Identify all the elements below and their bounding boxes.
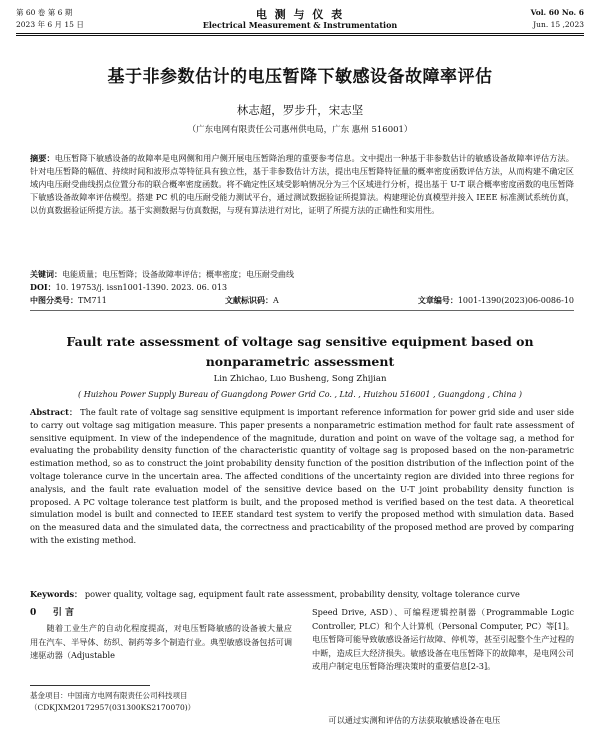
- document-code-value: A: [273, 296, 279, 305]
- header-rule-bottom: [16, 35, 584, 36]
- journal-name-cn: 电 测 与 仪 表: [255, 8, 345, 21]
- volume-issue-en: Vol. 60 No. 6: [530, 8, 584, 17]
- clc-number: [30, 294, 107, 307]
- paper-title-en-line2: nonparametric assessment: [205, 354, 395, 369]
- section-heading: [30, 606, 292, 621]
- affiliation-cn: （广东电网有限责任公司惠州供电局，广东 惠州 516001）: [187, 125, 413, 135]
- date-cn: 2023 年 6 月 15 日: [16, 20, 84, 29]
- abstract-cn-text: 电压暂降下敏感设备的故障率是电网侧和用户侧开展电压暂降治理的重要参考信息。文中提出一种基于非参数估计的敏感设备故障率评估方法。针对电压暂降的幅值、持续时间和波形点等特征具有独立性，基于非参数估计方法，提出电压暂降特征量的概率密度函数评估方法，从而构建不确定区域内电压耐受曲线拐点位置分布的联合概率密度函数。将不确定性区域受影响情况分为三个区域进行分析，提出基于 U-T 联合概率密度函数的电压暂降下敏感设备故障率评估模型。搭建 PC 机的电压耐受能力测试平台，通过测试数据验证所提算法。构建理论仿真模型并接入 IEEE 标准测试系统仿真，以仿真数据验证所提方法。基于实测数据与仿真数据，与现有算法进行对比，证明了所提方法的正确性和实用性。: [30, 153, 574, 215]
- paper-title-cn: 基于非参数估计的电压暂降下敏感设备故障率评估: [107, 67, 493, 87]
- abstract-en-text: The fault rate of voltage sag sensitive equipment is important reference information for power grid side and user side to carry out voltage sag mitigation measure. This paper presents a nonparametric estimation method for fault rate assessment of sensitive equipment. In view of the independence of the magnitude, duration and point on wave of the voltage sag, a method for evaluating the probability density function of the characteristic quantity of voltage sag is proposed based on the non-parametric estimation method, so as to construct the joint probability density function of the position distribution of the inflection point of the voltage tolerance curve in the uncertain area. The affected conditions of the uncertainty region are divided into three regions for analysis, and the fault rate evaluation model of the sensitive device based on the U-T joint probability density function is proposed. A PC voltage tolerance test platform is built, and the proposed method is verified based on the test data. A theoretical simulation model is built and connected to IEEE standard test system to verify the proposed method with simulation data. Based on the measured data and the simulated data, the correctness and practicability of the proposed method are proved by comparing with the existing method.: [30, 407, 574, 545]
- section-title: 引 言: [52, 608, 75, 618]
- abstract-en: [30, 406, 574, 547]
- affiliation-en: ( Huizhou Power Supply Bureau of Guangdong Power Grid Co. , Ltd. , Huizhou 516001 , Guangdong , China ): [78, 390, 522, 399]
- doi-label: DOI：: [30, 282, 56, 292]
- article-number-label: 文章编号：: [417, 295, 458, 305]
- footnote-rule: [30, 685, 150, 686]
- abstract-cn: [30, 152, 574, 217]
- article-number-value: 1001-1390(2023)06-0086-10: [457, 296, 574, 305]
- footnote-funding: 基金项目：中国南方电网有限责任公司科技项目（CDKJXM20172957(031300KS2170070)）: [30, 691, 196, 712]
- body-paragraph-right-1: Speed Drive, ASD）、可编程逻辑控制器（Programmable Logic Controller, PLC）和个人计算机（Personal Computer, PC）等[1]。电压暂降可能导致敏感设备运行故障、停机等，甚至引起整个生产过程的中断，造成巨大经济损失。敏感设备在电压暂降下的故障率，是电网公司或用户制定电压暂降治理决策时的重要信息[2-3]。: [312, 607, 575, 671]
- paper-title-en-line1: Fault rate assessment of voltage sag sensitive equipment based on: [66, 334, 534, 349]
- journal-name-en: Electrical Measurement & Instrumentation: [202, 20, 398, 30]
- volume-issue-cn: 第 60 卷 第 6 期: [16, 8, 73, 17]
- keywords-en-label: Keywords：: [30, 589, 83, 599]
- keywords-en: [30, 588, 574, 600]
- doi-text: 10. 19753/j. issn1001-1390. 2023. 06. 013: [55, 283, 228, 292]
- keywords-cn-text: 电能质量；电压暂降；设备故障率评估；概率密度；电压耐受曲线: [62, 270, 294, 279]
- abstract-cn-label: 摘要：: [30, 153, 55, 163]
- paper-title-en: [0, 332, 600, 372]
- document-code-label: 文献标识码：: [225, 295, 273, 305]
- article-number: [418, 294, 574, 307]
- body-paragraph-left: 随着工业生产的自动化程度提高，对电压暂降敏感的设备被大量应用在汽车、半导体、纺织、制药等多个制造行业。典型敏感设备包括可调速驱动器（Adjustable: [30, 623, 293, 660]
- authors-en: Lin Zhichao, Luo Busheng, Song Zhijian: [213, 374, 387, 384]
- clc-label: 中图分类号：: [30, 295, 78, 305]
- doi: [30, 281, 574, 294]
- date-en: Jun. 15 ,2023: [533, 20, 584, 29]
- keywords-cn: [30, 268, 574, 281]
- abstract-en-label: Abstract：: [30, 407, 78, 417]
- keywords-en-text: power quality, voltage sag, equipment fault rate assessment, probability density, voltage tolerance curve: [84, 589, 520, 599]
- body-paragraph-right-2: 可以通过实测和评估的方法获取敏感设备在电压: [328, 715, 501, 725]
- section-number: 0: [30, 608, 37, 618]
- divider: [30, 310, 574, 311]
- authors-cn: 林志超，罗步升，宋志坚: [236, 103, 364, 117]
- keywords-cn-label: 关键词：: [30, 269, 62, 279]
- header-rule-top: [16, 33, 584, 34]
- document-code: [225, 294, 279, 307]
- clc-value: TM711: [78, 296, 107, 305]
